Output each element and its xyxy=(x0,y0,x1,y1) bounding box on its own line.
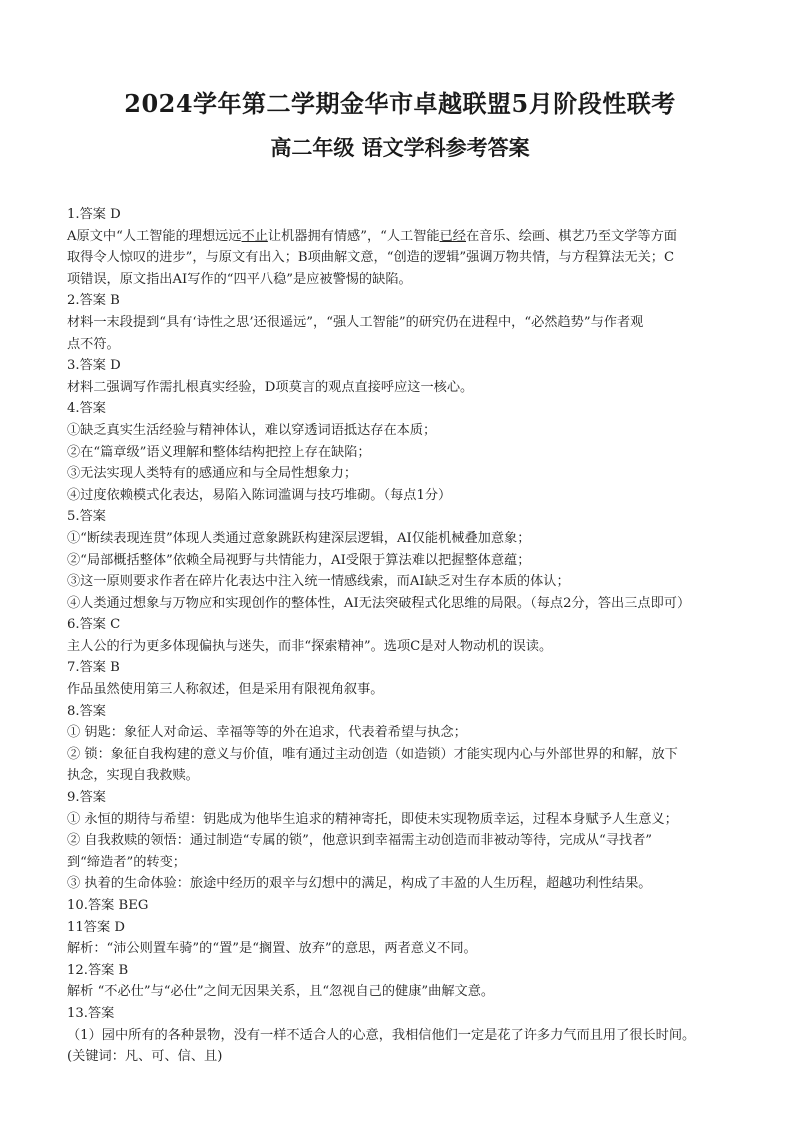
answer-line: ① 钥匙：象征人对命运、幸福等等的外在追求，代表着希望与执念； xyxy=(67,725,467,741)
answer-line: 作品虽然使用第三人称叙述，但是采用有限视角叙事。 xyxy=(67,682,384,698)
answer-line: 材料二强调写作需扎根真实经验，D项莫言的观点直接呼应这一核心。 xyxy=(67,379,474,395)
answer-line: 3.答案 D xyxy=(67,358,121,374)
answer-line: 7.答案 B xyxy=(67,660,120,676)
answer-line: ④人类通过想象与万物应和实现创作的整体性，AI无法突破程式化思维的局限。（每点2分，答出三点即可） xyxy=(67,595,691,611)
answer-line: ②“局部概括整体”依赖全局视野与共情能力，AI受限于算法难以把握整体意蕴； xyxy=(67,552,531,568)
answer-line: 材料一末段提到“具有‘诗性之思’还很遥远”，“强人工智能”的研究仍在进程中，“必然趋势”与作者观 xyxy=(67,314,644,330)
answer-line: 1.答案 D xyxy=(67,207,121,222)
page-subtitle: 高二年级 语文学科参考答案 xyxy=(270,135,530,160)
answer-text: A原文中“人工智能的理想远远 xyxy=(67,228,242,244)
answer-line: 2.答案 B xyxy=(67,293,120,309)
answer-line: ④过度依赖模式化表达，易陷入陈词滥调与技巧堆砌。（每点1分） xyxy=(67,487,452,503)
answer-line: 解析：“沛公则置车骑”的“置”是“搁置、放弃”的意思，两者意义不同。 xyxy=(67,941,477,957)
answer-line: 13.答案 xyxy=(67,1005,115,1021)
answer-line: 点不符。 xyxy=(67,336,120,352)
answer-line: 项错误，原文指出AI写作的“四平八稳”是应被警惕的缺陷。 xyxy=(67,271,412,287)
underlined-text: 已经 xyxy=(439,228,466,244)
answer-line: 6.答案 C xyxy=(67,617,121,633)
answer-line xyxy=(67,226,767,248)
answer-body xyxy=(67,204,767,1068)
answer-line: 主人公的行为更多体现偏执与迷失，而非“探索精神”。选项C是对人物动机的误读。 xyxy=(67,638,553,654)
answer-line: ①“断续表现连贯”体现人类通过意象跳跃构建深层逻辑，AI仅能机械叠加意象； xyxy=(67,530,531,546)
answer-line: （1）园中所有的各种景物，没有一样不适合人的心意，我相信他们一定是花了许多力气而且用了很长时间。 xyxy=(67,1027,696,1043)
answer-line: ① 永恒的期待与希望：钥匙成为他毕生追求的精神寄托，即使未实现物质幸运，过程本身赋予人生意义； xyxy=(67,811,678,827)
answer-line: ①缺乏真实生活经验与精神体认，难以穿透词语抵达存在本质； xyxy=(67,422,437,438)
answer-line: 到“缔造者”的转变； xyxy=(67,854,186,870)
answer-line: 8.答案 xyxy=(67,703,106,719)
answer-text: 让机器拥有情感”，“人工智能 xyxy=(267,228,440,244)
answer-line: ② 自我救赎的领悟：通过制造“专属的锁”，他意识到幸福需主动创造而非被动等待，完成从“寻找者” xyxy=(67,833,653,849)
answer-line: 11答案 D xyxy=(67,919,125,935)
answer-line: 取得令人惊叹的进步”，与原文有出入；B项曲解文意，“创造的逻辑”强调万物共情，与方程算法无关；C xyxy=(67,250,675,266)
answer-line: 解析 “不必仕”与“必仕”之间无因果关系，且“忽视自己的健康”曲解文意。 xyxy=(67,984,495,1000)
answer-line: (关键词：凡、可、信、且) xyxy=(67,1049,223,1065)
answer-line: ③ 执着的生命体验：旅途中经历的艰辛与幻想中的满足，构成了丰盈的人生历程，超越功利性结果。 xyxy=(67,876,652,892)
page-title: 2024学年第二学期金华市卓越联盟5月阶段性联考 xyxy=(124,89,676,118)
answer-line: ③这一原则要求作者在碎片化表达中注入统一情感线索，而AI缺乏对生存本质的体认； xyxy=(67,574,570,590)
answer-line: 9.答案 xyxy=(67,790,106,806)
answer-line: 5.答案 xyxy=(67,509,106,525)
answer-line: 12.答案 B xyxy=(67,962,129,978)
answer-line: 10.答案 BEG xyxy=(67,898,149,913)
underlined-text: 不止 xyxy=(241,228,268,244)
answer-line: ② 锁：象征自我构建的意义与价值，唯有通过主动创造（如造锁）才能实现内心与外部世界的和解，放下 xyxy=(67,746,678,762)
answer-line: ②在“篇章级”语义理解和整体结构把控上存在缺陷； xyxy=(67,444,371,460)
answer-line: 4.答案 xyxy=(67,401,106,417)
answer-line: ③无法实现人类特有的感通应和与全局性想象力； xyxy=(67,466,358,482)
answer-line: 执念，实现自我救赎。 xyxy=(67,768,199,784)
answer-text: 在音乐、绘画、棋艺乃至文学等方面 xyxy=(466,228,677,244)
